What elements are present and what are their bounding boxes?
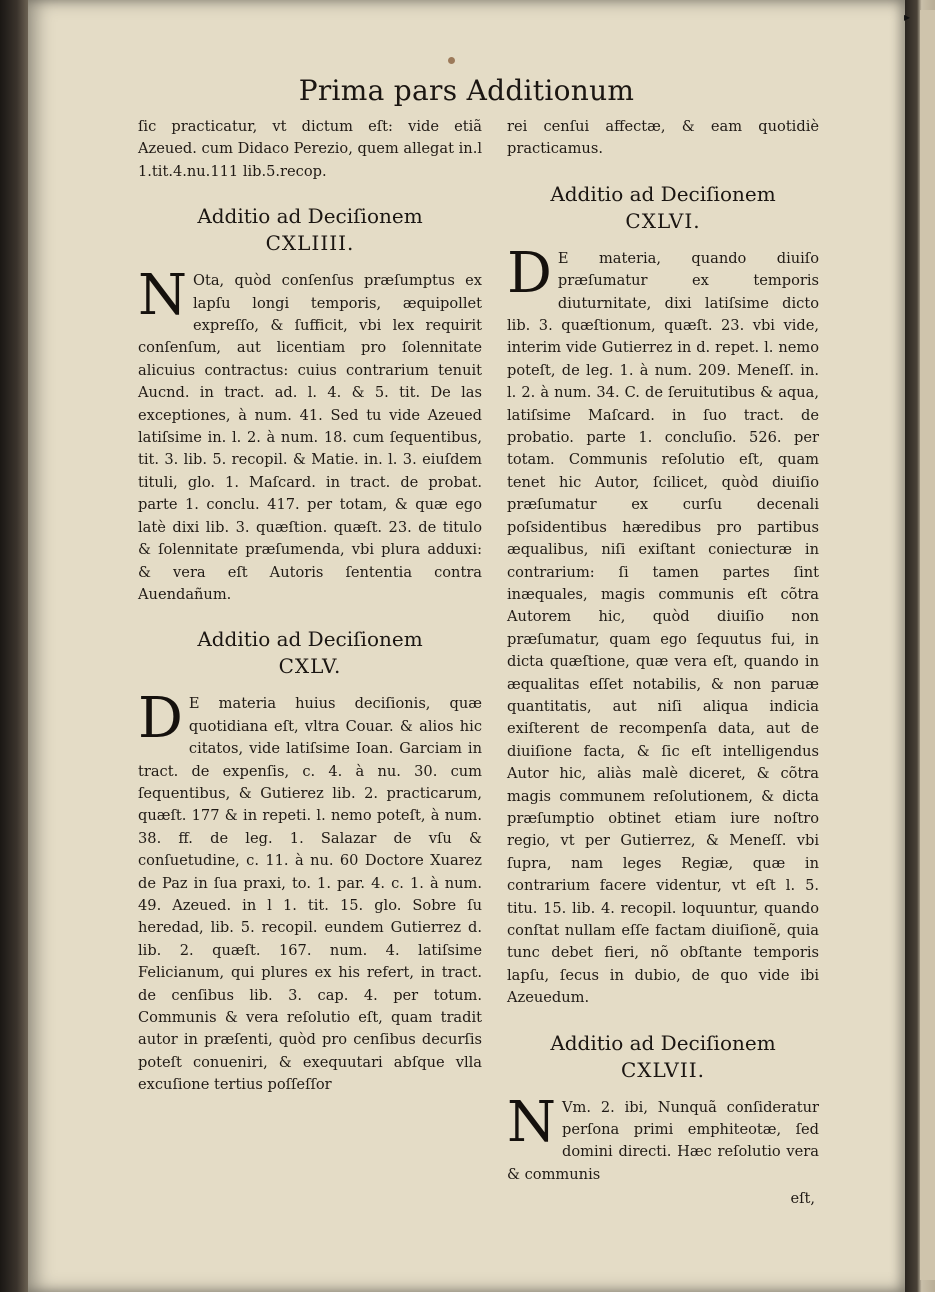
heading-number: CXLVII. [620, 1057, 706, 1082]
heading-line1: Additio ad Deciſionem [197, 627, 423, 652]
page-header: Prima pars Additionum [298, 74, 635, 107]
section-body-cxlvi [507, 240, 819, 1010]
section-heading-cxlv [138, 626, 482, 680]
section-text: Vm. 2. ibi, Nunquã conſideratur perſona primi emphiteotæ, ſed domini directi. Hæc reſolutio vera & communis [507, 1098, 819, 1183]
drop-cap-initial: D [138, 686, 183, 752]
book-gutter-left [0, 0, 28, 1292]
catchword: eſt, [790, 1190, 815, 1208]
drop-cap-initial: N [138, 263, 187, 329]
heading-number: CXLIIII. [265, 231, 355, 256]
section-heading-cxlvii [507, 1030, 819, 1084]
left-column [138, 116, 482, 1097]
section-text: Ota, quòd conſenſus præſumptus ex lapſu longi temporis, æquipollet expreſſo, & ſufficit, vbi lex requirit conſenſum, aut licentiam pro ſolennitate alicuius contractus: cuius contrarium tenuit Aucnd. in tract. ad. l. 4. & 5. tit. De las exceptiones, à num. 41. Sed tu vide Azeued latiſsime in. l. 2. à num. 18. cum ſequentibus, tit. 3. lib. 5. recopil. & Matie. in. l. 3. eiuſdem tituli, glo. 1. Maſcard. in tract. de probat. parte 1. conclu. 417. per totam, & quæ ego latè dixi lib. 3. quæſtion. quæſt. 23. de titulo & ſolennitate præſumenda, vbi plura adduxi: & vera eſt Autoris ſententia contra Auendañum. [138, 272, 482, 603]
next-page-edge [920, 10, 935, 1280]
heading-number: CXLV. [278, 654, 342, 679]
ink-stain [448, 57, 455, 64]
drop-cap-initial: N [507, 1089, 556, 1155]
section-heading-cxliiii [138, 203, 482, 257]
section-heading-cxlvi [507, 181, 819, 235]
heading-line1: Additio ad Deciſionem [550, 181, 776, 206]
heading-number: CXLVI. [625, 208, 701, 233]
right-intro-text: rei cenſui affectæ, & eam quotidiè practicamus. [507, 118, 819, 158]
section-text: E materia huius deciſionis, quæ quotidiana eſt, vltra Couar. & alios hic citatos, vide latiſsime Ioan. Garciam in tract. de expenſis, c. 4. à nu. 30. cum ſequentibus, & Gutierez lib. 2. practicarum, quæſt. 177 & in repeti. l. nemo poteſt, à num. 38. ff. de leg. 1. Salazar de vſu & conſuetudine, c. 11. à nu. 60 Doctore Xuarez de Paz in ſua praxi, to. 1. par. 4. c. 1. à num. 49. Azeued. in l 1. tit. 15. glo. Sobre ſu heredad, lib. 5. recopil. eundem Gutierrez d. lib. 2. quæſt. 167. num. 4. latiſsime Felicianum, qui plures ex his refert, in tract. de cenſibus lib. 3. cap. 4. per totum. Communis & vera reſolutio eſt, quam tradit autor in præſenti, quòd pro cenſibus decurſis poteſt conueniri, & exequutari abſque vlla excuſione tertius poſſeſſor [138, 695, 482, 1094]
drop-cap-initial: D [507, 240, 552, 306]
section-text: E materia, quando diuiſo præſumatur ex temporis diuturnitate, dixi latiſsime dicto lib. 3. quæſtionum, quæſt. 23. vbi vide, interim vide Gutierrez in d. repet. l. nemo poteſt, de leg. 1. à num. 209. Meneſſ. in. l. 2. à num. 34. C. de ſeruitutibus & aqua, latiſsime Maſcard. in ſuo tract. de probatio. parte 1. concluſio. 526. per totam. Communis reſolutio eſt, quam tenet hic Autor, ſcilicet, quòd diuiſio præſumatur ex curſu decenali poſsidentibus hæredibus pro partibus æqualibus, niſi exiſtant coniecturæ in contrarium: ſi tamen partes ſint inæquales, magis communis eſt cõtra Autorem hic, quòd diuiſio non præſumatur, quam ego ſequutus fui, in dicta quæſtione, quæ vera eſt, quando in æqualitas eſſet notabilis, & non paruæ quantitatis, aut niſi aliqua indicia exiſterent de recompenſa data, aut de diuiſione facta, & ſic eſt intelligendus Autor hic, aliàs malè diceret, & cõtra magis communem reſolutionem, & dicta præſumptio obtinet etiam iure noſtro regio, vt per Gutierrez, & Meneſſ. vbi ſupra, nam leges Regiæ, quæ in contrarium facere videntur, vt eſt l. 5. titu. 15. lib. 4. recopil. loquuntur, quando conſtat nullam eſſe factam diuiſionẽ, quia tunc debet fieri, nõ obſtante temporis lapſu, ſecus in dubio, de quo vide ibi Azeuedum. [507, 249, 819, 1007]
left-intro-text: ſic practicatur, vt dictum eſt: vide etiã Azeued. cum Didaco Perezio, quem allegat in.l 1.tit.4.nu.111 lib.5.recop. [138, 118, 482, 180]
heading-line1: Additio ad Deciſionem [197, 204, 423, 229]
heading-line1: Additio ad Deciſionem [550, 1030, 776, 1055]
right-column [507, 116, 819, 1211]
section-body-cxlv [138, 686, 482, 1096]
section-body-cxlvii [507, 1089, 819, 1187]
right-arrow-icon[interactable]: ▸ [904, 10, 911, 24]
book-page [28, 0, 911, 1292]
section-body-cxliiii [138, 263, 482, 606]
